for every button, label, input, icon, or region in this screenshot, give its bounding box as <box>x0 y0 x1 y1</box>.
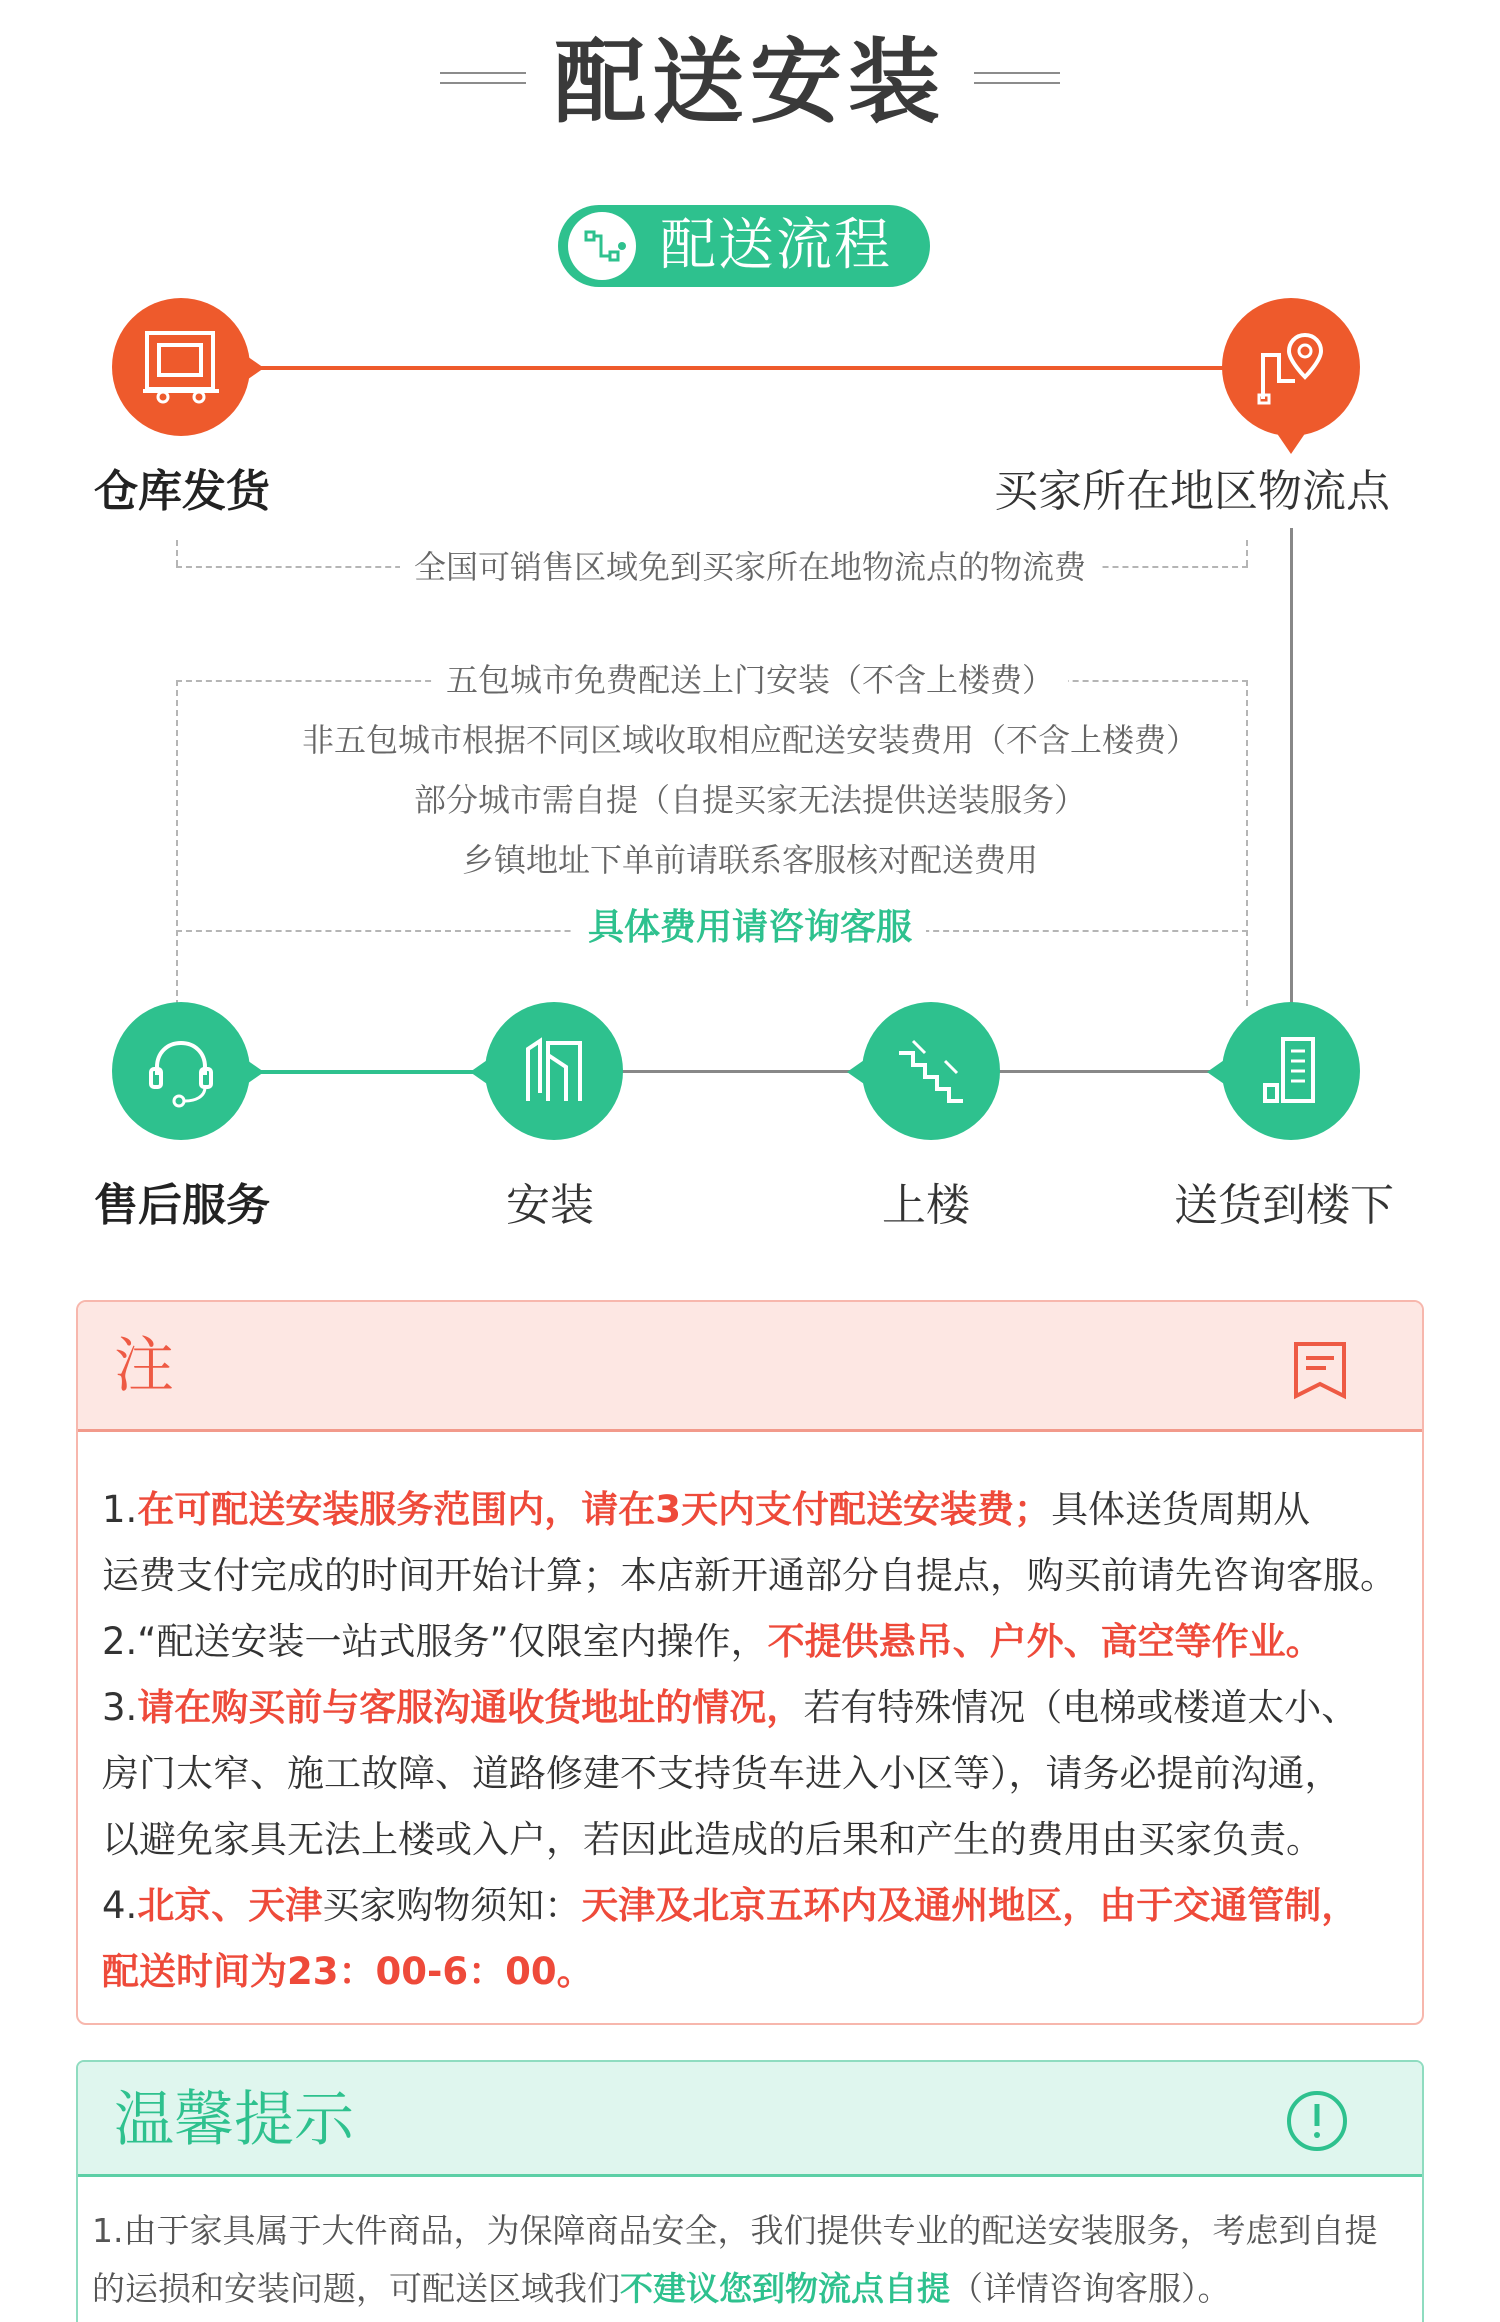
title-decoration-right <box>974 72 1060 84</box>
page-title: 配送安装 <box>553 29 946 136</box>
tips-panel <box>76 2060 1424 2322</box>
after-sales-step <box>112 1002 250 1140</box>
install-pointer <box>466 1058 490 1086</box>
fee-consult-note: 具体费用请咨询客服 <box>0 906 1500 950</box>
install-upstairs-line <box>615 1070 875 1073</box>
downstairs-pointer <box>1203 1058 1227 1086</box>
step-label-logistics-point: 买家所在地区物流点 <box>994 466 1390 517</box>
flow-route-icon <box>568 212 636 280</box>
stairs-icon <box>889 1029 973 1113</box>
notice-item-3-cont2: 以避免家具无法上楼或入户，若因此造成的后果和产生的费用由买家负责。 <box>102 1818 1323 1861</box>
logistics-point-step <box>1222 298 1360 436</box>
delivery-note-4: 乡镇地址下单前请联系客服核对配送费用 <box>0 838 1500 882</box>
notice-header <box>78 1302 1422 1432</box>
door-install-icon <box>512 1029 596 1113</box>
delivery-note-2: 非五包城市根据不同区域收取相应配送安装费用（不含上楼费） <box>0 718 1500 762</box>
warehouse-pointer <box>244 354 268 382</box>
step-label-install: 安装 <box>506 1180 594 1231</box>
notice-item-3-cont: 房门太窄、施工故障、道路修建不支持货车进入小区等），请务必提前沟通， <box>102 1752 1342 1795</box>
free-shipping-note: 全国可销售区域免到买家所在地物流点的物流费 <box>0 545 1500 589</box>
delivery-note-3: 部分城市需自提（自提买家无法提供送装服务） <box>0 778 1500 822</box>
notice-title: 注 <box>114 1331 174 1401</box>
step-label-warehouse: 仓库发货 <box>94 466 270 517</box>
warehouse-step <box>112 298 250 436</box>
notice-item-4-cont: 配送时间为23：00-6：00。 <box>102 1950 594 1993</box>
install-step <box>485 1002 623 1140</box>
tips-item-1-cont: 的运损和安装问题，可配送区域我们不建议您到物流点自提（详情咨询客服）。 <box>92 2269 1231 2308</box>
upstairs-step <box>862 1002 1000 1140</box>
upstairs-pointer <box>843 1058 867 1086</box>
upstairs-downstairs-line <box>990 1070 1235 1073</box>
logistics-pointer <box>1276 432 1306 456</box>
tips-item-1: 1.由于家具属于大件商品，为保障商品安全，我们提供专业的配送安装服务，考虑到自提 <box>92 2211 1378 2250</box>
step-label-after-sales: 售后服务 <box>94 1180 270 1231</box>
notice-item-4: 4.北京、天津买家购物须知：天津及北京五环内及通州地区，由于交通管制， <box>102 1884 1359 1927</box>
warehouse-truck-icon <box>139 325 223 409</box>
notice-panel <box>76 1300 1424 2025</box>
headset-icon <box>139 1029 223 1113</box>
delivery-note-1: 五包城市免费配送上门安装（不含上楼费） <box>0 658 1500 702</box>
notice-body <box>102 1477 1412 2005</box>
downstairs-step <box>1222 1002 1360 1140</box>
exclamation-circle-icon <box>1284 2088 1350 2154</box>
step-label-upstairs: 上楼 <box>882 1180 970 1231</box>
notice-item-1: 1.在可配送安装服务范围内，请在3天内支付配送安装费；具体送货周期从 <box>102 1488 1311 1531</box>
location-pin-icon <box>1249 325 1333 409</box>
bookmark-note-icon <box>1290 1338 1350 1402</box>
warehouse-connector-line <box>245 366 1245 370</box>
building-icon <box>1249 1029 1333 1113</box>
flow-badge-label: 配送流程 <box>660 213 892 278</box>
step-label-downstairs: 送货到楼下 <box>1174 1180 1394 1231</box>
tips-header <box>78 2062 1422 2177</box>
notice-item-1-cont: 运费支付完成的时间开始计算；本店新开通部分自提点，购买前请先咨询客服。 <box>102 1554 1397 1597</box>
after-sales-install-line <box>245 1070 495 1074</box>
notice-item-2: 2.“配送安装一站式服务”仅限室内操作，不提供悬吊、户外、高空等作业。 <box>102 1620 1323 1663</box>
after-sales-pointer <box>244 1058 268 1086</box>
tips-title: 温馨提示 <box>114 2085 354 2155</box>
tips-body <box>92 2202 1412 2318</box>
notice-item-3: 3.请在购买前与客服沟通收货地址的情况，若有特殊情况（电梯或楼道太小、 <box>102 1686 1359 1729</box>
